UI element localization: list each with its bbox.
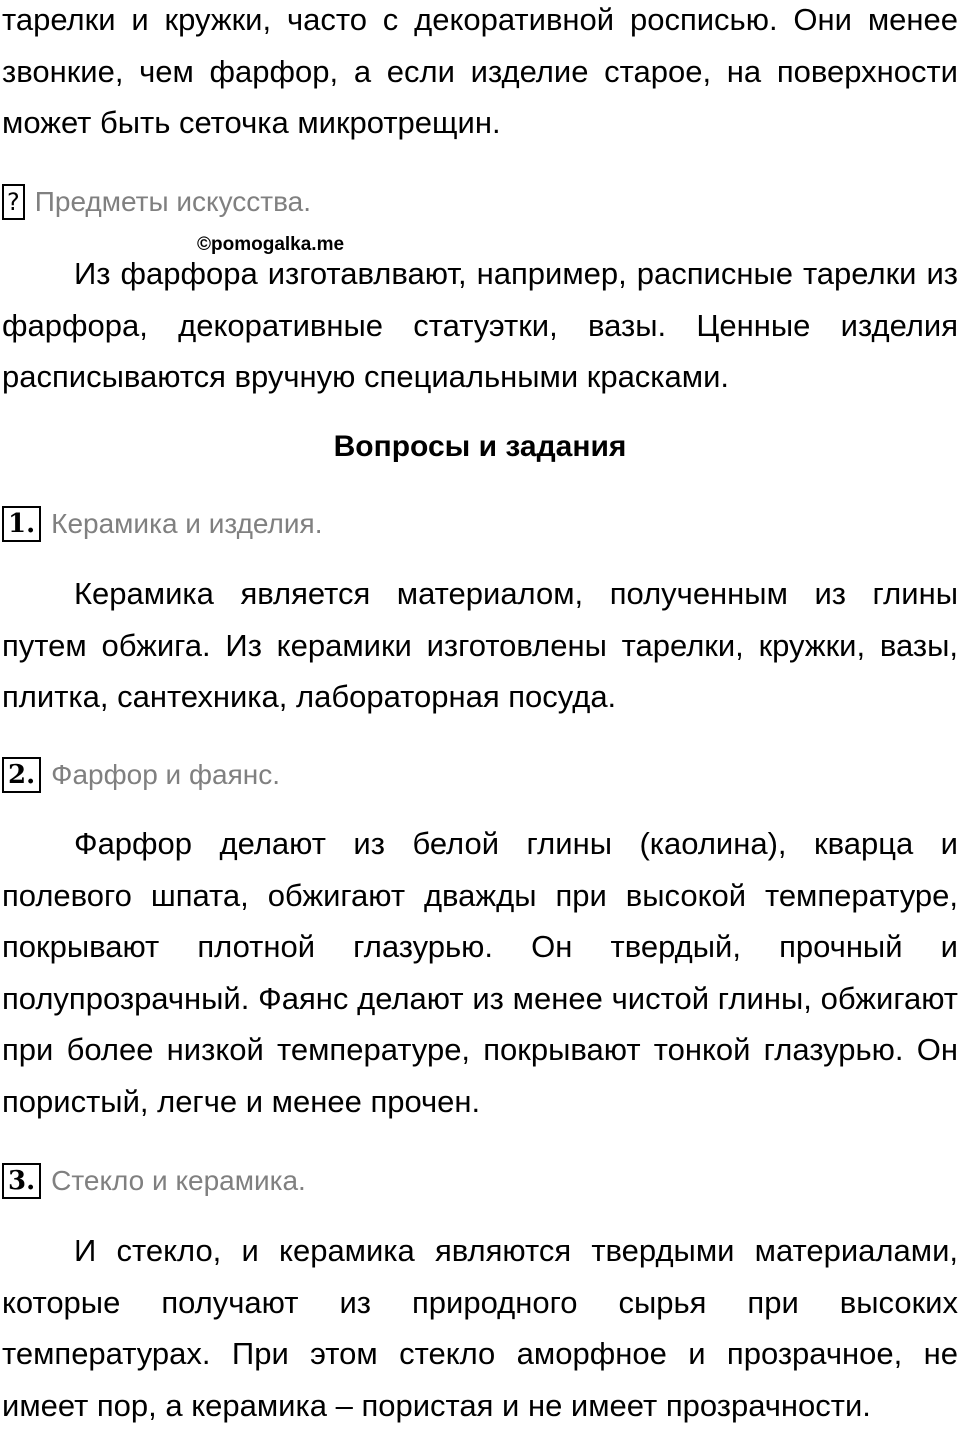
answer-1: Керамика является материалом, полученным из глины путем обжига. Из керамики изготовлены тарелки, кружки, вазы, плитка, сантехника, лабораторная посуда. — [2, 576, 958, 714]
question-number-box: 3. — [2, 1163, 41, 1199]
question-title: Фарфор и фаянс. — [51, 759, 280, 790]
art-answer: Из фарфора изготавлвают, например, расписные тарелки из фарфора, декоративные статуэтки, вазы. Ценные изделия расписываются вручную специальными красками. — [2, 256, 958, 394]
question-3 — [2, 1161, 306, 1201]
question-1 — [2, 504, 322, 544]
section-heading: Вопросы и задания — [333, 430, 627, 463]
question-number-box: 2. — [2, 757, 41, 793]
art-question — [2, 182, 311, 222]
question-title: Стекло и керамика. — [51, 1165, 306, 1196]
question-number-box: 1. — [2, 506, 41, 542]
question-mark-box: ? — [2, 184, 25, 220]
intro-paragraph: тарелки и кружки, часто с декоративной росписью. Они менее звонкие, чем фарфор, а если изделие старое, на поверхности может быть сеточка микротрещин. — [2, 2, 958, 140]
art-question-text: Предметы искусства. — [34, 186, 311, 217]
watermark: ©pomogalka.me — [197, 234, 345, 255]
answer-3: И стекло, и керамика являются твердыми материалами, которые получают из природного сырья при высоких температурах. При этом стекло аморфное и прозрачное, не имеет пор, а керамика – пористая и не имеет прозрачности. — [2, 1233, 958, 1423]
question-2 — [2, 755, 280, 795]
question-title: Керамика и изделия. — [51, 508, 323, 539]
answer-2: Фарфор делают из белой глины (каолина), кварца и полевого шпата, обжигают дважды при высокой температуре, покрывают плотной глазурью. Он твердый, прочный и полупрозрачный. Фаянс делают из менее чистой глины, обжигают при более низкой температуре, покрывают тонкой глазурью. Он пористый, легче и менее прочен. — [2, 826, 958, 1119]
